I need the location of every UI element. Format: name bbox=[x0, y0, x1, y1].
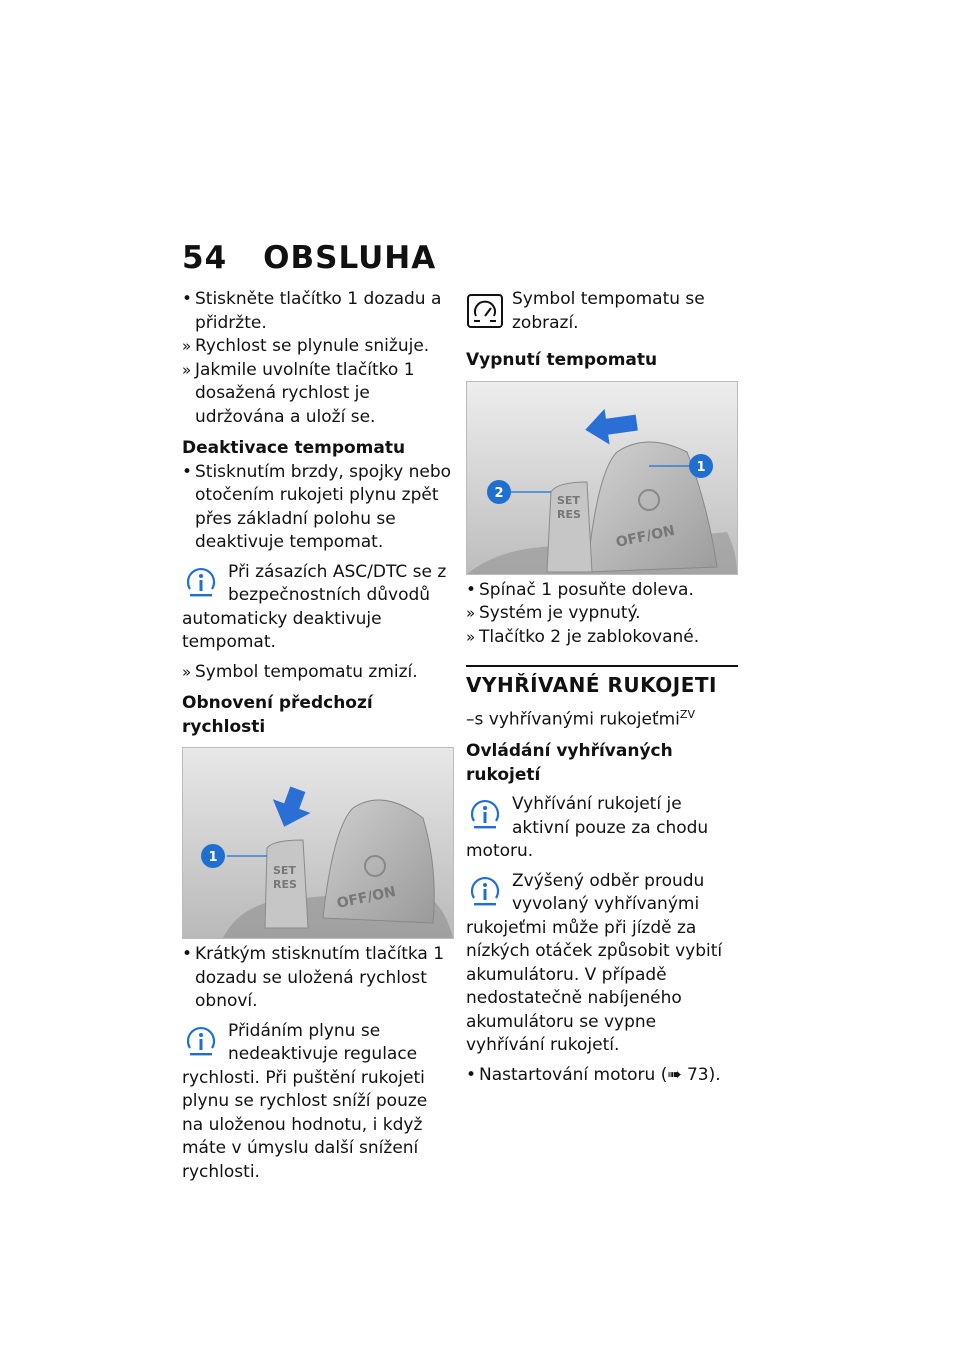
list-item-text: Stiskněte tlačítko 1 dozadu a přidržte. bbox=[195, 289, 442, 333]
variant-line bbox=[466, 703, 738, 732]
note-text: Přidáním plynu se nedeaktivuje regulace rychlosti. Při puštění rukojeti plynu se rychlost sníží pouze na uloženou hodnotu, i když máte v úmyslu další snížení rychlosti. bbox=[182, 1020, 428, 1182]
figure-resume-button bbox=[182, 747, 454, 939]
control-heading: Ovládání vyhřívaných rukojetí bbox=[466, 741, 673, 785]
res-label: RES bbox=[273, 878, 297, 891]
variant-code: ZV bbox=[679, 708, 695, 721]
bullet-mark: • bbox=[182, 289, 193, 309]
list-item-text: Systém je vypnutý. bbox=[479, 603, 641, 623]
deactivation-heading: Deaktivace tempomatu bbox=[182, 438, 406, 458]
result-mark: » bbox=[182, 360, 192, 379]
set-label: SET bbox=[273, 864, 296, 877]
offon-label: OFF/ON bbox=[335, 883, 398, 912]
bullet-mark: • bbox=[466, 579, 477, 600]
list-item bbox=[466, 626, 738, 650]
section-title: VYHŘÍVANÉ RUKOJETI bbox=[466, 665, 738, 697]
result-mark: » bbox=[182, 337, 192, 355]
switch-off-heading: Vypnutí tempomatu bbox=[466, 350, 658, 370]
bullet-mark: • bbox=[182, 944, 193, 964]
page-header bbox=[182, 240, 436, 276]
list-item bbox=[466, 1064, 738, 1088]
info-icon bbox=[184, 565, 218, 599]
resume-heading: Obnovení předchozí rychlosti bbox=[182, 693, 373, 737]
list-item-text: Stisknutím brzdy, spojky nebo otočením rukojeti plynu zpět přes základní polohu se deaktivuje tempomat. bbox=[195, 461, 452, 552]
result-mark: » bbox=[466, 627, 476, 646]
set-label: SET bbox=[557, 493, 580, 507]
bullet-mark: • bbox=[466, 1064, 477, 1085]
info-icon bbox=[184, 1024, 218, 1058]
list-item bbox=[182, 943, 452, 1014]
figure-off-switch bbox=[466, 381, 738, 575]
offon-label: OFF/ON bbox=[614, 522, 677, 551]
callout-1-label: 1 bbox=[208, 850, 218, 865]
note-text: Při zásazích ASC/DTC se z bezpečnostních důvodů automaticky deaktivuje tempomat. bbox=[182, 561, 447, 652]
list-item bbox=[182, 288, 452, 335]
info-note bbox=[466, 793, 738, 864]
info-icon bbox=[468, 874, 502, 908]
list-item-text: Symbol tempomatu zmizí. bbox=[195, 661, 418, 682]
tempomat-symbol-icon bbox=[466, 292, 504, 330]
left-column bbox=[182, 288, 452, 1184]
page-number: 54 bbox=[182, 240, 228, 276]
res-label: RES bbox=[557, 507, 581, 521]
list-item-text: Nastartování motoru (➠ 73). bbox=[479, 1064, 721, 1085]
result-mark: » bbox=[466, 604, 476, 622]
list-item-text: Spínač 1 posuňte doleva. bbox=[479, 579, 694, 600]
info-note bbox=[466, 870, 738, 1058]
list-item bbox=[182, 359, 452, 430]
list-item bbox=[182, 661, 452, 685]
note-text: Vyhřívání rukojetí je aktivní pouze za chodu motoru. bbox=[466, 794, 709, 862]
info-note bbox=[182, 1020, 452, 1185]
list-item bbox=[182, 461, 452, 555]
callout-1-label: 1 bbox=[696, 459, 706, 475]
callout-2-label: 2 bbox=[494, 485, 504, 501]
list-item-text: Jakmile uvolníte tlačítko 1 dosažená rychlost je udržována a uloží se. bbox=[195, 359, 415, 427]
list-item bbox=[182, 335, 452, 359]
list-item-text: Tlačítko 2 je zablokované. bbox=[479, 626, 700, 647]
page-title: OBSLUHA bbox=[263, 240, 437, 276]
info-icon bbox=[468, 797, 502, 831]
list-item-text: Rychlost se plynule snižuje. bbox=[195, 336, 430, 356]
right-column bbox=[466, 288, 738, 1087]
list-item-text: Krátkým stisknutím tlačítka 1 dozadu se uložená rychlost obnoví. bbox=[195, 944, 445, 1011]
result-mark: » bbox=[182, 662, 192, 681]
note-text: Zvýšený odběr proudu vyvolaný vyhřívanými rukojeťmi může při jízdě za nízkých otáček způsobit vybití akumulátoru. V případě nedostatečně nabíjeného akumulátoru se vypne vyhřívání rukojetí. bbox=[466, 870, 723, 1056]
variant-text: –s vyhřívanými rukojeťmi bbox=[466, 709, 680, 730]
list-item bbox=[466, 602, 738, 626]
tempomat-text: Symbol tempomatu se zobrazí. bbox=[512, 289, 705, 333]
list-item bbox=[466, 579, 738, 603]
tempomat-symbol-row bbox=[466, 288, 738, 335]
info-note bbox=[182, 561, 452, 655]
bullet-mark: • bbox=[182, 461, 193, 482]
